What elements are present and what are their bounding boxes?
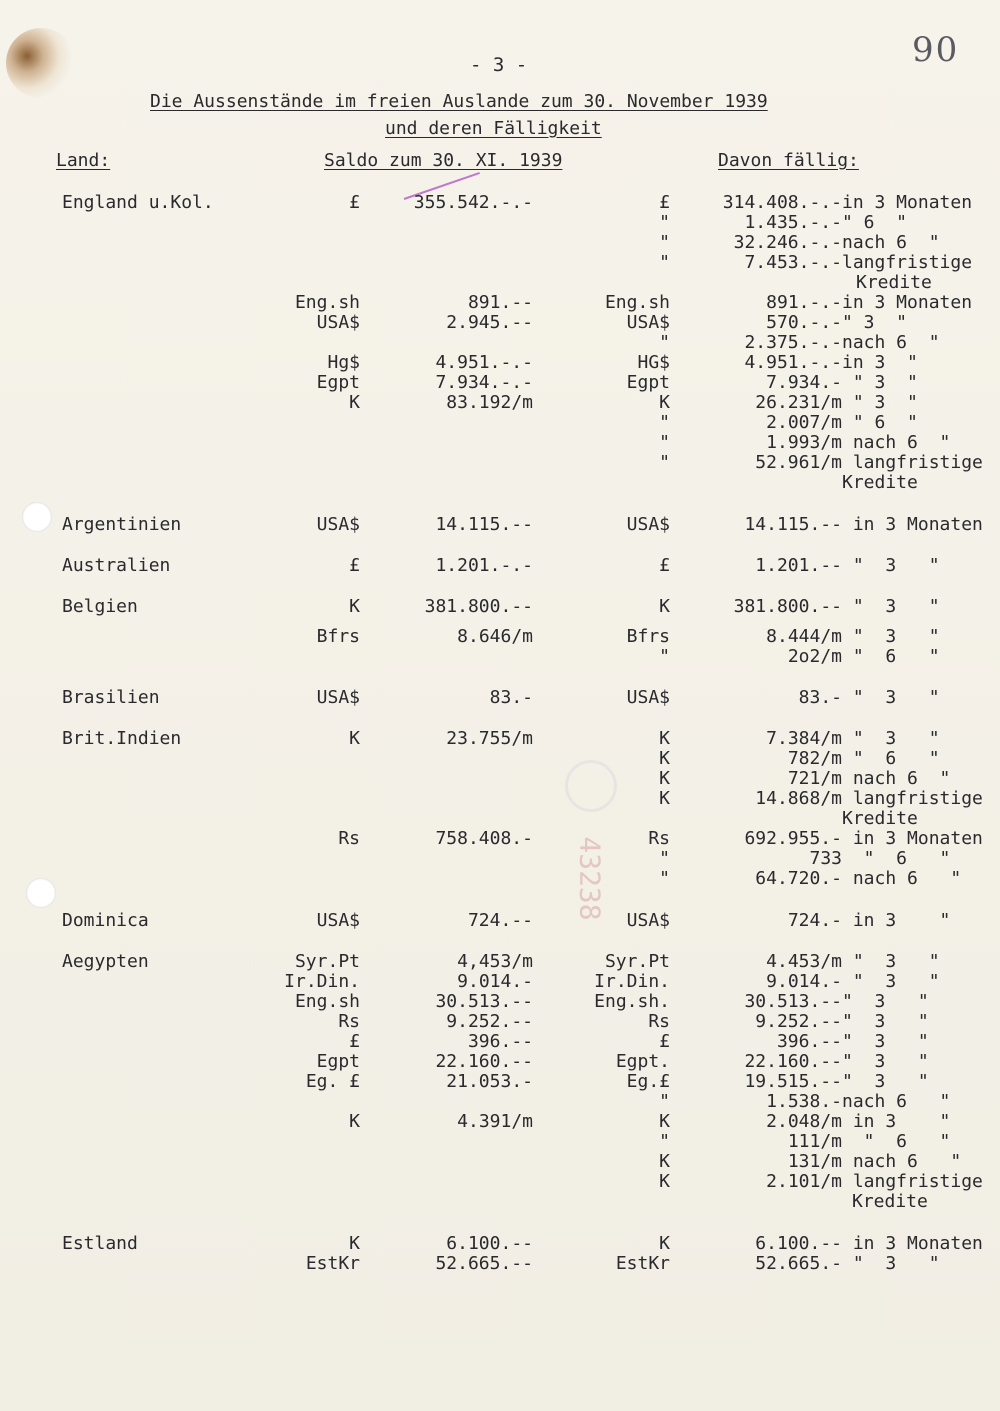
balance-amount: 4.391/m — [457, 1111, 533, 1132]
due-term: nach 6 " — [842, 432, 951, 453]
due-amount: 30.513.-- — [744, 991, 842, 1012]
balance-amount: 396.-- — [467, 1031, 533, 1052]
due-term: " 3 " — [842, 1031, 929, 1052]
due-amount: 381.800.-- — [733, 596, 842, 617]
due-currency: " — [659, 212, 670, 233]
balance-amount: 14.115.-- — [435, 514, 533, 535]
due-currency: K — [659, 1111, 670, 1132]
balance-amount: 23.755/m — [446, 728, 533, 749]
due-term: " 3 " — [842, 1071, 929, 1092]
due-term: nach 6 " — [842, 868, 962, 889]
balance-amount: 724.-- — [467, 910, 533, 931]
balance-currency: Syr.Pt — [294, 951, 360, 972]
balance-currency: Bfrs — [316, 626, 360, 647]
due-amount: 52.665.- — [755, 1253, 842, 1274]
due-amount: 83.- — [798, 687, 842, 708]
balance-currency: £ — [349, 555, 360, 576]
due-amount: 32.246.-.- — [733, 232, 842, 253]
balance-amount: 30.513.-- — [435, 991, 533, 1012]
due-term: " 3 " — [842, 687, 940, 708]
due-currency: " — [659, 1091, 670, 1112]
punch-hole — [22, 502, 52, 532]
balance-amount: 52.665.-- — [435, 1253, 533, 1274]
balance-currency: Rs — [338, 828, 360, 849]
column-header-due: Davon fällig: — [718, 150, 859, 171]
due-currency: Bfrs — [626, 626, 670, 647]
document-subtitle: und deren Fälligkeit — [385, 118, 602, 139]
due-currency: " — [659, 332, 670, 353]
due-currency: K — [659, 596, 670, 617]
due-amount: 9.014.- — [766, 971, 842, 992]
due-amount: 9.252.-- — [755, 1011, 842, 1032]
due-amount: 2.007/m — [766, 412, 842, 433]
due-amount: 14.115.-- — [744, 514, 842, 535]
due-term: nach 6 " — [842, 232, 940, 253]
country-name: Brasilien — [62, 687, 160, 708]
balance-amount: 6.100.-- — [446, 1233, 533, 1254]
due-currency: Syr.Pt — [604, 951, 670, 972]
due-amount: 2o2/m — [787, 646, 842, 667]
due-term: Kredite — [842, 472, 918, 493]
due-term: " 6 " — [842, 412, 918, 433]
due-term: Kredite — [856, 272, 932, 293]
balance-currency: £ — [349, 192, 360, 213]
due-amount: 4.453/m — [766, 951, 842, 972]
due-currency: Eng.sh. — [594, 991, 670, 1012]
due-currency: £ — [659, 555, 670, 576]
due-term: nach 6 " — [842, 332, 940, 353]
due-term: Kredite — [852, 1191, 928, 1212]
due-term: " 6 " — [842, 748, 940, 769]
due-currency: Ir.Din. — [594, 971, 670, 992]
due-term: " 3 " — [842, 1253, 940, 1274]
due-currency: K — [659, 728, 670, 749]
due-term: nach 6 " — [842, 1151, 962, 1172]
balance-currency: Rs — [338, 1011, 360, 1032]
due-currency: HG$ — [637, 352, 670, 373]
due-term: " 3 " — [842, 728, 940, 749]
balance-amount: 83.192/m — [446, 392, 533, 413]
folio-stamp: 90 — [912, 30, 960, 70]
balance-currency: K — [349, 728, 360, 749]
due-currency: " — [659, 452, 670, 473]
due-term: langfristige — [842, 1171, 983, 1192]
country-name: Dominica — [62, 910, 149, 931]
due-currency: " — [659, 412, 670, 433]
balance-amount: 21.053.- — [446, 1071, 533, 1092]
balance-currency: USA$ — [316, 312, 360, 333]
due-term: " 3 " — [842, 951, 940, 972]
balance-currency: K — [349, 392, 360, 413]
due-currency: USA$ — [626, 910, 670, 931]
balance-amount: 4,453/m — [457, 951, 533, 972]
due-term: " 3 " — [842, 312, 908, 333]
balance-currency: EstKr — [305, 1253, 360, 1274]
rust-stain — [6, 28, 76, 98]
due-currency: USA$ — [626, 687, 670, 708]
due-term: in 3 Monaten — [842, 292, 973, 313]
due-term: langfristige — [842, 452, 983, 473]
due-amount: 4.951.-.- — [744, 352, 842, 373]
due-amount: 6.100.-- — [755, 1233, 842, 1254]
balance-amount: 8.646/m — [457, 626, 533, 647]
balance-currency: £ — [349, 1031, 360, 1052]
due-term: " 3 " — [842, 392, 918, 413]
balance-currency: USA$ — [316, 514, 360, 535]
due-term: " 3 " — [842, 372, 918, 393]
due-currency: Rs — [648, 828, 670, 849]
punch-hole — [26, 878, 56, 908]
balance-currency: Eng.sh — [294, 991, 360, 1012]
balance-amount: 2.945.-- — [446, 312, 533, 333]
country-name: Estland — [62, 1233, 138, 1254]
due-currency: £ — [659, 192, 670, 213]
due-term: in 3 Monaten — [842, 828, 983, 849]
due-term: " 3 " — [842, 1011, 929, 1032]
due-amount: 22.160.-- — [744, 1051, 842, 1072]
balance-amount: 4.951.-.- — [435, 352, 533, 373]
balance-currency: K — [349, 1233, 360, 1254]
balance-currency: Egpt — [316, 1051, 360, 1072]
balance-currency: Eng.sh — [294, 292, 360, 313]
column-header-balance: Saldo zum 30. XI. 1939 — [324, 150, 563, 171]
due-term: " 3 " — [842, 555, 940, 576]
due-amount: 1.993/m — [766, 432, 842, 453]
due-currency: EstKr — [615, 1253, 670, 1274]
due-term: in 3 Monaten — [842, 192, 973, 213]
balance-amount: 891.-- — [467, 292, 533, 313]
due-amount: 724.- — [787, 910, 842, 931]
due-term: nach 6 " — [842, 768, 951, 789]
column-header-country: Land: — [56, 150, 111, 171]
balance-amount: 22.160.-- — [435, 1051, 533, 1072]
due-amount: 692.955.- — [744, 828, 842, 849]
due-amount: 14.868/m — [755, 788, 842, 809]
due-currency: K — [659, 788, 670, 809]
country-name: Belgien — [62, 596, 138, 617]
due-amount: 1.201.-- — [755, 555, 842, 576]
due-currency: " — [659, 1131, 670, 1152]
due-term: langfristige — [842, 788, 983, 809]
due-currency: " — [659, 432, 670, 453]
due-amount: 396.-- — [776, 1031, 842, 1052]
balance-amount: 381.800.-- — [424, 596, 533, 617]
due-term: in 3 Monaten — [842, 1233, 983, 1254]
due-term: " 3 " — [842, 971, 940, 992]
balance-currency: Egpt — [316, 372, 360, 393]
balance-currency: K — [349, 596, 360, 617]
due-currency: K — [659, 768, 670, 789]
page-number: - 3 - — [470, 54, 528, 76]
due-term: " 6 " — [842, 848, 951, 869]
due-currency: USA$ — [626, 312, 670, 333]
due-amount: 26.231/m — [755, 392, 842, 413]
faint-stamp-circle — [565, 760, 617, 812]
due-amount: 8.444/m — [766, 626, 842, 647]
due-amount: 7.384/m — [766, 728, 842, 749]
document-title: Die Aussenstände im freien Auslande zum 30. November 1939 — [150, 91, 768, 112]
due-term: nach 6 " — [842, 1091, 951, 1112]
balance-currency: USA$ — [316, 910, 360, 931]
due-term: in 3 " — [842, 352, 918, 373]
due-currency: K — [659, 748, 670, 769]
due-currency: £ — [659, 1031, 670, 1052]
due-term: in 3 Monaten — [842, 514, 983, 535]
due-amount: 2.048/m — [766, 1111, 842, 1132]
balance-currency: Eg. £ — [305, 1071, 360, 1092]
balance-currency: USA$ — [316, 687, 360, 708]
balance-currency: Hg$ — [327, 352, 360, 373]
due-currency: Eg.£ — [626, 1071, 670, 1092]
due-currency: K — [659, 1151, 670, 1172]
due-amount: 2.375.-.- — [744, 332, 842, 353]
due-amount: 52.961/m — [755, 452, 842, 473]
due-term: " 6 " — [842, 1131, 951, 1152]
due-currency: Egpt — [626, 372, 670, 393]
due-amount: 721/m — [787, 768, 842, 789]
balance-amount: 83.- — [489, 687, 533, 708]
country-name: Aegypten — [62, 951, 149, 972]
balance-amount: 1.201.-.- — [435, 555, 533, 576]
due-term: " 3 " — [842, 626, 940, 647]
due-term: " 3 " — [842, 991, 929, 1012]
due-currency: " — [659, 232, 670, 253]
country-name: Australien — [62, 555, 171, 576]
due-amount: 570.-.- — [766, 312, 842, 333]
due-currency: Eng.sh — [604, 292, 670, 313]
due-amount: 19.515.-- — [744, 1071, 842, 1092]
due-term: " 3 " — [842, 596, 940, 617]
balance-currency: Ir.Din. — [284, 971, 360, 992]
due-amount: 891.-.- — [766, 292, 842, 313]
due-currency: K — [659, 392, 670, 413]
due-currency: " — [659, 646, 670, 667]
due-currency: K — [659, 1171, 670, 1192]
due-term: in 3 " — [842, 910, 951, 931]
due-term: in 3 " — [842, 1111, 951, 1132]
due-amount: 1.435.-.- — [744, 212, 842, 233]
due-currency: K — [659, 1233, 670, 1254]
due-amount: 64.720.- — [755, 868, 842, 889]
due-amount: 131/m — [787, 1151, 842, 1172]
due-amount: 7.934.- — [766, 372, 842, 393]
due-term: Kredite — [842, 808, 918, 829]
due-amount: 2.101/m — [766, 1171, 842, 1192]
balance-amount: 758.408.- — [435, 828, 533, 849]
due-term: " 6 " — [842, 646, 940, 667]
balance-amount: 9.252.-- — [446, 1011, 533, 1032]
country-name: Brit.Indien — [62, 728, 182, 749]
due-amount: 733 — [809, 848, 842, 869]
country-name: England u.Kol. — [62, 192, 214, 213]
balance-amount: 7.934.-.- — [435, 372, 533, 393]
due-amount: 1.538.- — [766, 1091, 842, 1112]
due-currency: " — [659, 252, 670, 273]
due-currency: " — [659, 868, 670, 889]
due-term: " 6 " — [842, 212, 908, 233]
due-term: langfristige — [842, 252, 973, 273]
balance-amount: 355.542.-.- — [413, 192, 533, 213]
balance-amount: 9.014.- — [457, 971, 533, 992]
due-currency: USA$ — [626, 514, 670, 535]
due-amount: 782/m — [787, 748, 842, 769]
due-currency: Rs — [648, 1011, 670, 1032]
due-amount: 314.408.-.- — [722, 192, 842, 213]
due-term: " 3 " — [842, 1051, 929, 1072]
vertical-stamp-number: 43238 — [573, 836, 607, 921]
due-amount: 7.453.-.- — [744, 252, 842, 273]
balance-currency: K — [349, 1111, 360, 1132]
due-currency: Egpt. — [615, 1051, 670, 1072]
due-amount: 111/m — [787, 1131, 842, 1152]
due-currency: " — [659, 848, 670, 869]
country-name: Argentinien — [62, 514, 182, 535]
